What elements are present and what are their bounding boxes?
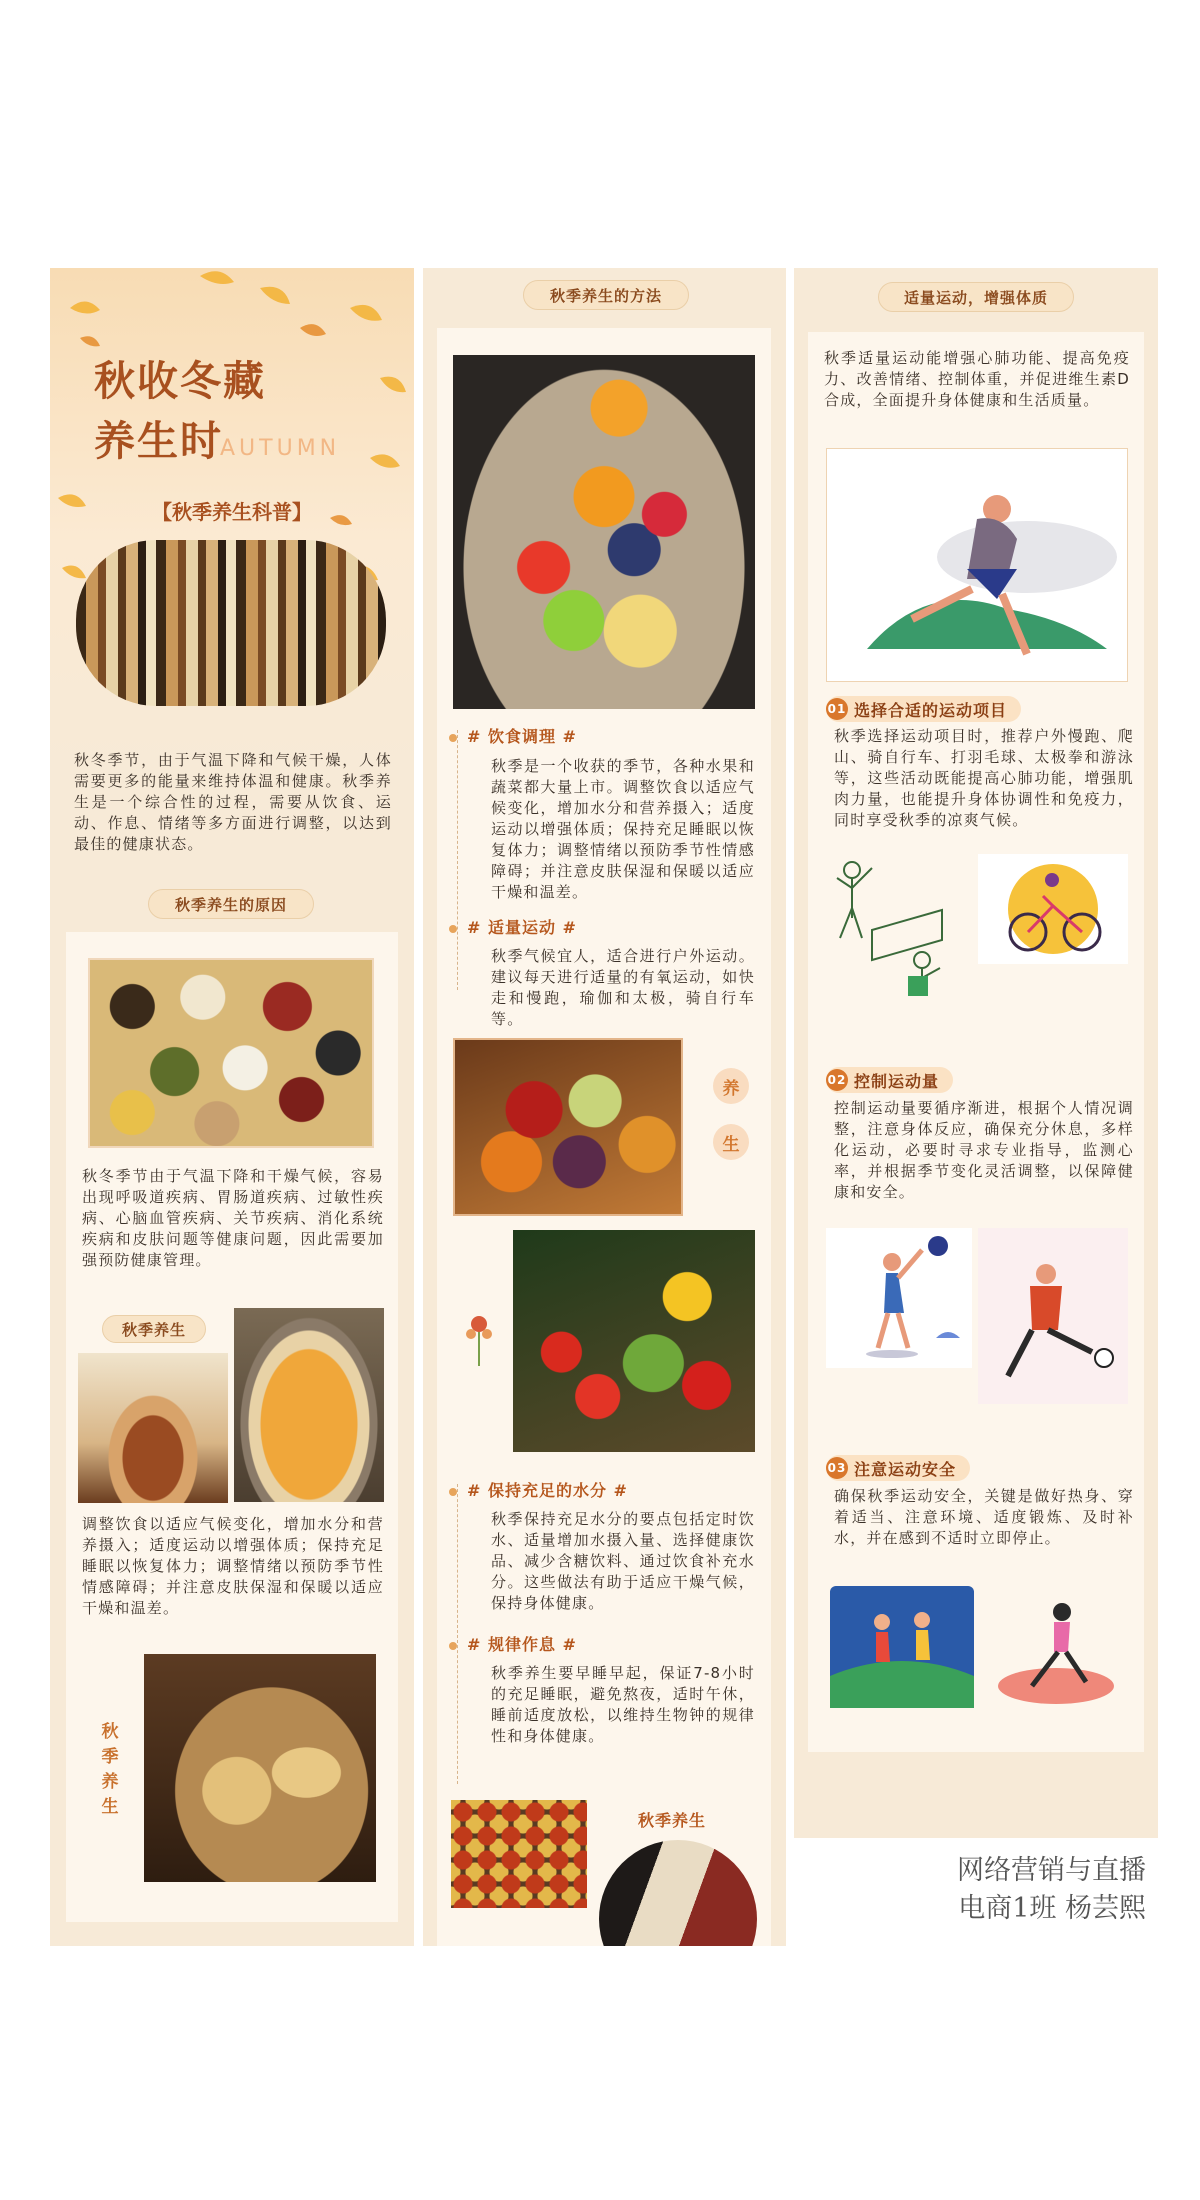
volleyball-icon (826, 1228, 972, 1368)
grains-photo (76, 540, 386, 706)
reason-tag: 秋季养生的原因 (148, 889, 314, 919)
char-circle-2: 生 (713, 1124, 749, 1160)
section-2-header: 02 控制运动量 (826, 1067, 953, 1093)
soccer-illustration (978, 1228, 1128, 1404)
header-banner (50, 268, 414, 768)
water-text: 秋季保持充足水分的要点包括定时饮水、适量增加水摄入量、选择健康饮品、减少含糖饮料、通过饮食补充水分。这些做法有助于适应干燥气候，保持身体健康。 (491, 1510, 755, 1612)
method-tag: 秋季养生的方法 (523, 280, 689, 310)
section-3-header: 03 注意运动安全 (826, 1455, 970, 1481)
badminton-illustration (822, 850, 952, 1000)
vertical-label: 秋季养生 (101, 1722, 119, 1817)
runner-illustration (826, 448, 1128, 682)
subtitle: 【秋季养生科普】 (152, 500, 312, 524)
section-2-text: 控制运动量要循序渐进，根据个人情况调整，注意身体反应，确保充分休息，多样化运动，必要时寻求专业指导，监测心率，并根据季节变化灵活调整，以保障健康和安全。 (834, 1099, 1134, 1201)
heading-exercise: # 适量运动 # (449, 915, 577, 938)
title-line-1: 秋收冬藏 (94, 357, 266, 405)
fruit-bowl-photo (453, 355, 755, 709)
section-1-text: 秋季选择运动项目时，推荐户外慢跑、爬山、骑自行车、打羽毛球、太极拳和游泳等，这些活动既能提高心肺功能，增强肌肉力量，也能提升身体协调性和免疫力，同时享受秋季的凉爽气候。 (834, 727, 1134, 829)
bicycle-icon (978, 854, 1128, 964)
mooncake-photo (144, 1654, 376, 1882)
routine-text: 秋季养生要早睡早起，保证7-8小时的充足睡眠，避免熬夜，适时午休，睡前适度放松，以维持生物钟的规律性和身体健康。 (491, 1664, 755, 1745)
title-line-2: 养生时 (94, 417, 223, 465)
bottom-tag: 秋季养生 (637, 1810, 706, 1830)
cycling-illustration (978, 854, 1128, 964)
volleyball-illustration (826, 1228, 972, 1368)
beans-photo (88, 958, 374, 1148)
title-english: AUTUMN (220, 436, 341, 461)
soccer-icon (978, 1228, 1128, 1404)
flower-icon (459, 1308, 499, 1368)
exercise-text: 秋季气候宜人，适合进行户外运动。建议每天进行适量的有氧运动，如快走和慢跑，瑜伽和太极，骑自行车等。 (491, 947, 755, 1028)
jogging-pair-illustration (830, 1586, 974, 1708)
column-1 (50, 268, 414, 1946)
intro-text: 秋冬季节，由于气温下降和气候干燥，人体需要更多的能量来维持体温和健康。秋季养生是一个综合性的过程，需要从饮食、运动、作息、情绪等多方面进行调整，以达到最佳的健康状态。 (74, 751, 392, 853)
diet-text: 秋季是一个收获的季节，各种水果和蔬菜都大量上市。调整饮食以适应气候变化，增加水分和营养摄入；适度运动以增强体质；保持充足睡眠以恢复体力；调整情绪以预防季节性情感障碍；并注意皮肤保湿和保暖以适应干燥和温差。 (491, 757, 755, 901)
running-woman-icon (982, 1586, 1130, 1716)
spice-bowls-photo (451, 1800, 587, 1908)
signature (930, 1852, 1146, 1928)
reason-text: 秋冬季节由于气温下降和干燥气候，容易出现呼吸道疾病、胃肠道疾病、过敏性疾病、心脑血管疾病、关节疾病、消化系统疾病和皮肤问题等健康问题，因此需要加强预防健康管理。 (82, 1167, 384, 1269)
heading-water: # 保持充足的水分 # (449, 1478, 628, 1501)
exercise-intro: 秋季适量运动能增强心肺功能、提高免疫力、改善情绪、控制体重，并促进维生素D合成，全面提升身体健康和生活质量。 (824, 349, 1130, 409)
pumpkin-porridge-photo (234, 1308, 384, 1502)
small-tag: 秋季养生 (102, 1315, 206, 1343)
section-3-text: 确保秋季运动安全，关键是做好热身、穿着适当、注意环境、适度锻炼、及时补水，并在感到不适时立即停止。 (834, 1487, 1134, 1547)
signature-line-1: 网络营销与直播 (957, 1855, 1146, 1886)
column-3 (794, 268, 1158, 1838)
heading-routine: # 规律作息 # (449, 1632, 577, 1655)
fruit-basket-photo (453, 1038, 683, 1216)
timeline-line (457, 730, 458, 990)
runner-icon (827, 449, 1127, 681)
signature-line-2: 电商1班 杨芸熙 (958, 1893, 1146, 1924)
runner-2-illustration (982, 1586, 1130, 1716)
heading-diet: # 饮食调理 # (449, 724, 577, 747)
vegetables-photo (513, 1230, 755, 1452)
exercise-tag: 适量运动，增强体质 (878, 282, 1074, 312)
adjust-text: 调整饮食以适应气候变化，增加水分和营养摄入；适度运动以增强体质；保持充足睡眠以恢复体力；调整情绪以预防季节性情感障碍；并注意皮肤保湿和保暖以适应干燥和温差。 (82, 1515, 384, 1617)
jogging-icon (830, 1586, 974, 1708)
tea-photo (78, 1353, 228, 1503)
column-2 (423, 268, 786, 1946)
char-circle-1: 养 (713, 1068, 749, 1104)
section-1-header: 01 选择合适的运动项目 (826, 696, 1021, 722)
